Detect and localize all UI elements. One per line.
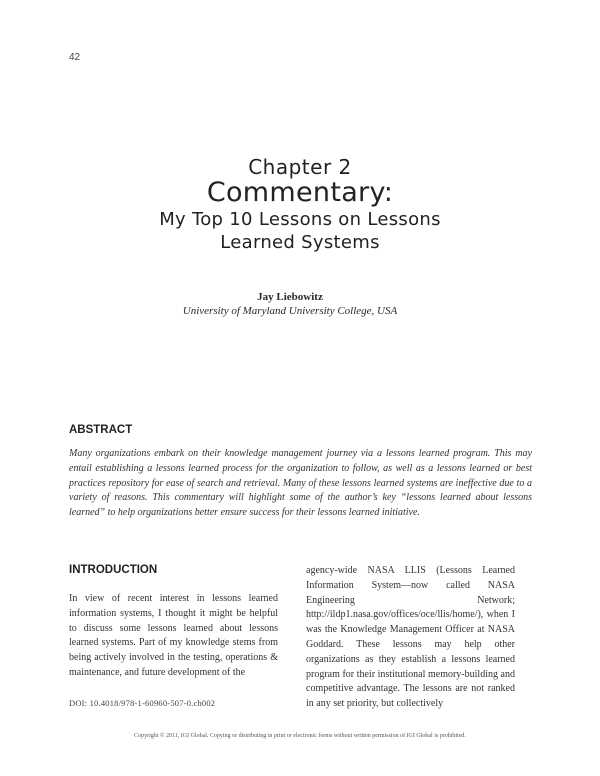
chapter-subtitle-line-2: Learned Systems bbox=[220, 232, 380, 253]
page-number: 42 bbox=[69, 52, 81, 63]
chapter-subtitle-line-1: My Top 10 Lessons on Lessons bbox=[159, 209, 441, 230]
author-affiliation: University of Maryland University College, USA bbox=[182, 305, 398, 317]
introduction-heading: INTRODUCTION bbox=[69, 564, 158, 576]
abstract-heading: ABSTRACT bbox=[69, 424, 133, 436]
chapter-title: Commentary: bbox=[206, 177, 394, 208]
chapter-subtitle bbox=[0, 208, 600, 254]
author-block bbox=[0, 290, 580, 319]
copyright-notice: Copyright © 2011, IGI Global. Copying or distributing in print or electronic forms without written permission of IGI Global is prohibited. bbox=[134, 733, 466, 739]
doi: DOI: 10.4018/978-1-60960-507-0.ch002 bbox=[69, 698, 216, 708]
author-name: Jay Liebowitz bbox=[257, 291, 323, 303]
introduction-right-column: agency-wide NASA LLIS (Lessons Learned Information System—now called NASA Engineering Network; http://ildp1.nasa.gov/offices/oce/llis/home/), when I was the Knowledge Management Officer at NASA Goddard. These lessons may help other organizations as they establish a lessons learned program for their institutional memory-building and competitive advantage. The lessons are not ranked in any set priority, but collectively bbox=[306, 565, 515, 710]
chapter-label: Chapter 2 bbox=[248, 155, 352, 179]
introduction-left-column: In view of recent interest in lessons learned information systems, I thought it might be helpful to discuss some lessons learned about lessons learned systems. Part of my knowledge stems from being actively involved in the testing, operations & maintenance, and future development of the bbox=[69, 593, 278, 678]
abstract-body: Many organizations embark on their knowledge management journey via a lessons learned program. This may entail establishing a lessons learned process for the organization to follow, as well as a lessons learned or best practices repository for ease of search and retrieval. Many of these lessons learned systems are ineffective due to a variety of reasons. This commentary will highlight some of the author’s key “lessons learned about lessons learned” to help organizations better ensure success for their lessons learned initiative. bbox=[69, 448, 532, 519]
chapter-heading bbox=[0, 156, 600, 254]
